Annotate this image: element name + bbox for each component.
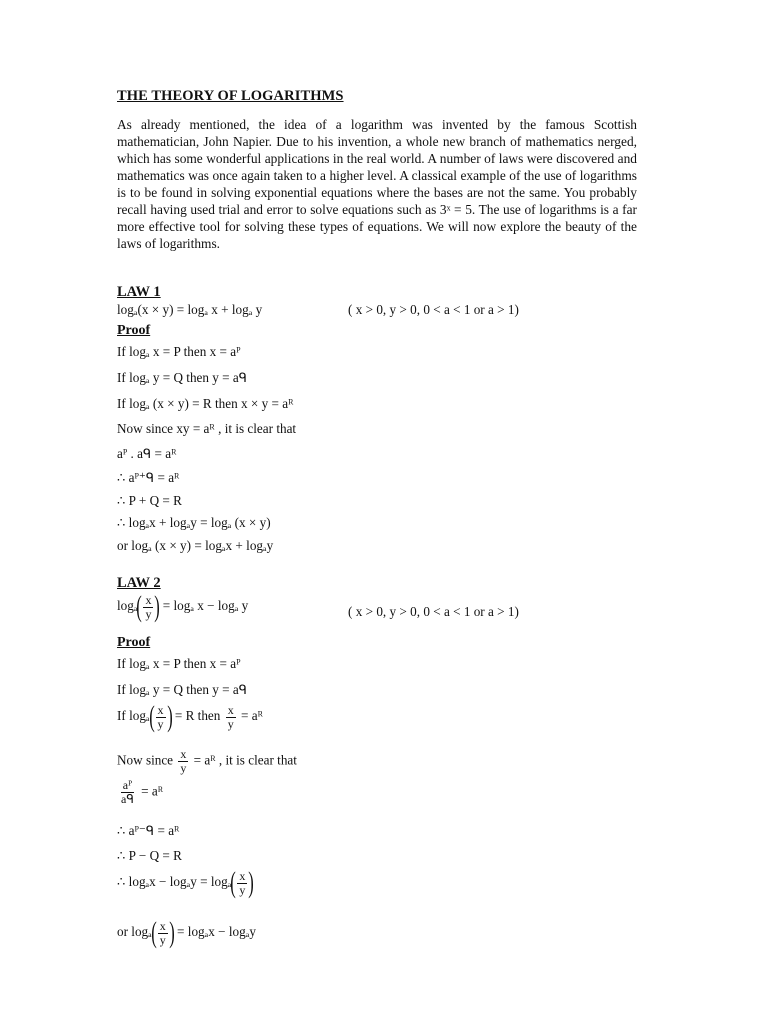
right-paren: ) [169,916,175,949]
fraction [143,594,153,621]
right-paren: ) [248,866,255,899]
law1-proof-line-8: ∴ logₐx + logₐy = logₐ (x × y) [117,515,271,530]
fraction [237,870,247,897]
intro-paragraph [117,116,637,252]
law2-condition: ( x > 0, y > 0, 0 < a < 1 or a > 1) [348,604,519,619]
fraction [156,704,166,731]
line3-right: = aᴿ [240,708,263,724]
line4-left: Now since [117,752,174,768]
denominator: y [145,606,152,621]
law1-heading: LAW 1 [117,284,161,300]
law2-formula [117,592,248,622]
law2-proof-line-1: If logₐ x = P then x = aᴾ [117,656,241,671]
left-paren: ( [230,866,237,899]
denominator: y [239,882,246,897]
line3-mid: = R then [174,708,221,724]
right-paren: ) [154,590,161,623]
inline-equation: 3ˣ = 5 [439,202,472,217]
law1-formula: logₐ(x × y) = logₐ x + logₐ y [117,302,263,317]
log-label: logₐ [117,598,138,614]
line5-right: = aᴿ [141,783,164,799]
law1-proof-label: Proof [117,323,151,338]
left-paren: ( [148,700,155,733]
line4-right: = aᴿ , it is clear that [193,752,297,768]
numerator: x [157,702,164,717]
left-paren: ( [151,916,157,949]
law2-proof-label: Proof [117,635,151,650]
law2-proof-line-7: ∴ P − Q = R [117,848,182,863]
law2-proof-line-2: If logₐ y = Q then y = aᑫ [117,682,248,697]
numerator: x [227,702,234,717]
denominator: aᑫ [121,792,134,806]
numerator: x [159,918,166,933]
denominator: y [180,761,187,775]
left-paren: ( [136,590,143,623]
right-paren: ) [166,700,173,733]
law1-proof-line-2: If logₐ y = Q then y = aᑫ [117,370,248,385]
law2-proof-line-6: ∴ aᴾ⁻ᑫ = aᴿ [117,823,180,838]
fraction [178,748,188,775]
numerator: x [145,592,152,607]
numerator: x [239,868,246,883]
law1-proof-line-6: ∴ aᴾ⁺ᑫ = aᴿ [117,470,180,485]
law1-proof-line-3: If logₐ (x × y) = R then x × y = aᴿ [117,396,294,411]
law1-proof-line-4: Now since xy = aᴿ , it is clear that [117,421,297,436]
fraction [158,920,168,947]
line9-left: or logₐ [117,924,152,940]
denominator: y [157,716,164,731]
law1-condition: ( x > 0, y > 0, 0 < a < 1 or a > 1) [348,302,519,317]
law2-heading: LAW 2 [117,575,161,591]
law1-proof-line-1: If logₐ x = P then x = aᴾ [117,344,241,359]
fraction [226,704,236,731]
law2-proof-line-8 [117,868,253,898]
formula-rhs: = logₐ x − logₐ y [162,598,249,614]
numerator: aᴾ [122,778,133,792]
law2-proof-line-5 [117,779,163,806]
fraction [119,779,136,806]
denominator: y [159,932,166,947]
law1-proof-line-5: aᴾ . aᑫ = aᴿ [117,446,177,461]
law2-proof-line-3 [117,702,263,732]
law1-proof-line-7: ∴ P + Q = R [117,493,182,508]
line3-left: If logₐ [117,708,150,724]
numerator: x [180,747,187,761]
denominator: y [227,716,234,731]
line9-right: = logₐx − logₐy [177,924,256,940]
intro-text-2: . The use of logarithms is a far more effective tool for solving these types of equations. We will now explore the beauty of the laws of logarithms. [117,202,638,251]
law2-proof-line-9 [117,918,256,948]
intro-text-1: As already mentioned, the idea of a logarithm was invented by the famous Scottish mathematician, John Napier. Due to his invention, a whole new branch of mathematics nerged, which has some wonderful applications in the real world. A number of laws were discovered and mathematics was once again taken to a higher level. A classical example of the use of logarithms is to be found in solving exponential equations where the bases are not the same. You probably recall having used trial and error to solve equations such as [117,117,637,217]
line8-left: ∴ logₐx − logₐy = logₐ [117,874,232,890]
law1-proof-line-9: or logₐ (x × y) = logₐx + logₐy [117,538,274,553]
law2-proof-line-4 [117,748,297,775]
page-title: THE THEORY OF LOGARITHMS [117,88,344,104]
